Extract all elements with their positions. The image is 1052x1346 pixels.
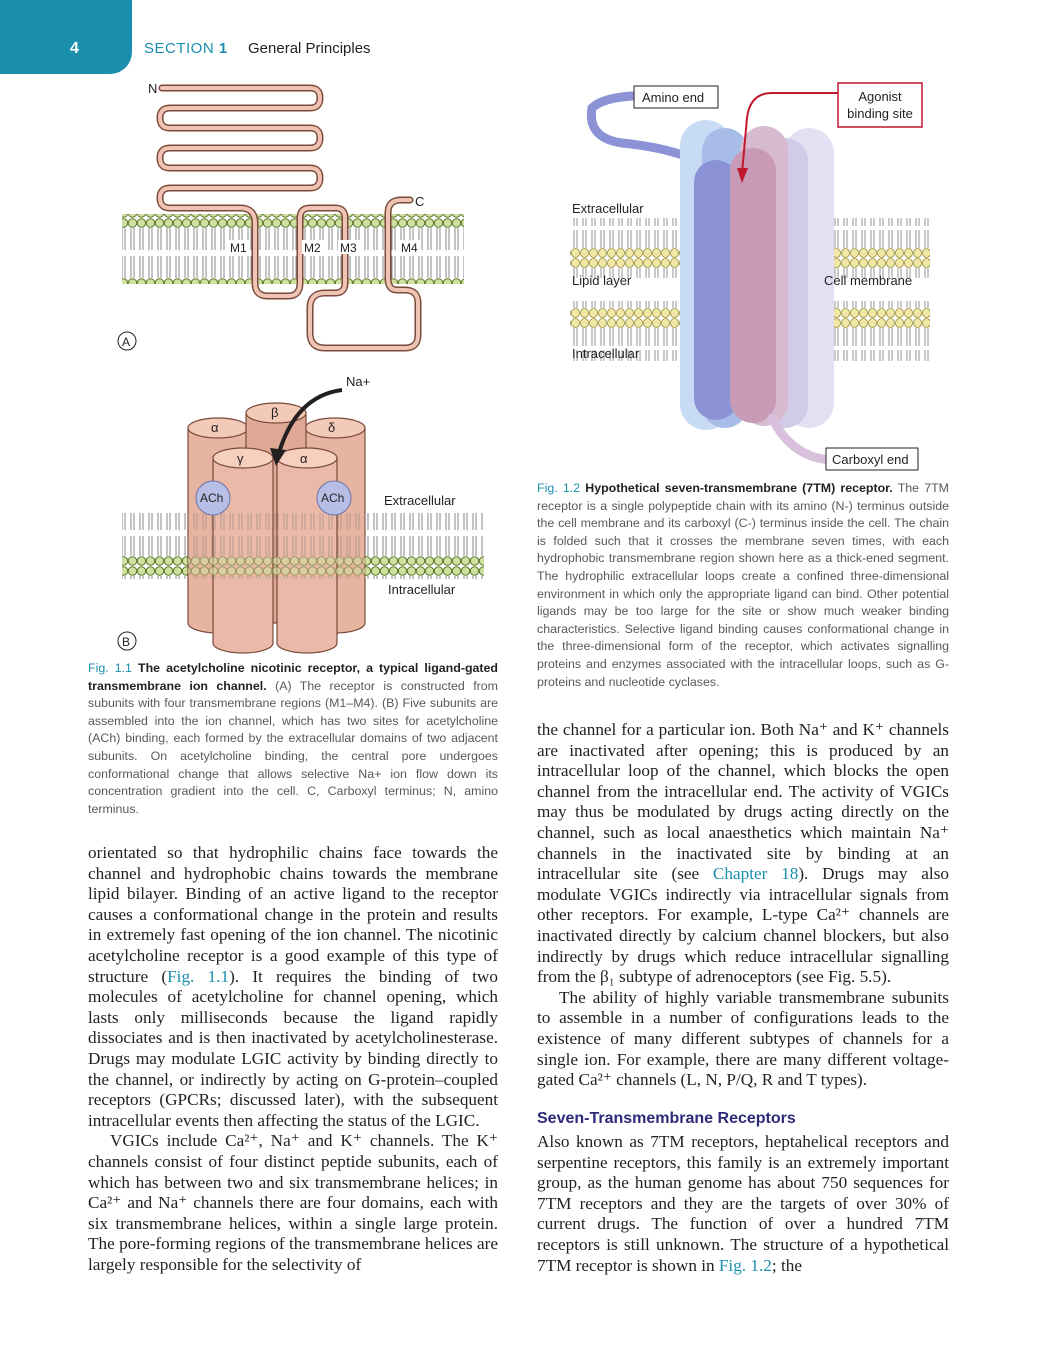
segment-label-m3: M3 (340, 241, 357, 255)
text-span: the channel for a particular ion. Both Na⁺ and K⁺ channels are inactivated after opening; this is produced by an intracellular loop of the channel, which blocks the open channel from the intracellular end. The activity of VGICs may thus be modulated by drugs acting directly on the channel, such as local anaesthetics which maintain Na⁺ channels in the inactivated site by binding at an intracellular site (see (537, 720, 949, 884)
intracellular-label: Intracellular (388, 582, 456, 597)
ach-site-1: ACh (200, 491, 224, 505)
panel-b-label: B (122, 635, 131, 649)
text-span: ; the (771, 1255, 802, 1275)
panel-a-label: A (122, 335, 131, 349)
fig-1-1-link[interactable]: Fig. 1.1 (167, 966, 230, 986)
text-span: Also known as 7TM receptors, heptahelical receptors and serpentine receptors, this family is an extremely important group, as the human genome has about 750 sequences for 7TM receptors and they are the targets of over 30% of current drugs. The function of over a hundred 7TM receptors is still unknown. The structure of a hypothetical 7TM receptor is shown in (537, 1132, 949, 1275)
section-label (144, 40, 228, 57)
c-terminus-label: C (415, 194, 425, 209)
subunit-alpha-2: α (300, 451, 308, 466)
subunit-delta: δ (328, 420, 336, 435)
svg-text:binding site: binding site (847, 106, 913, 121)
extracellular-label: Extracellular (572, 201, 644, 216)
text-span: ). Drugs may also modulate VGICs indirectly via intracellular signals from other receptors. For example, L-type Ca²⁺ channels are inactivated directly by calcium channel blockers, but also indirectly by drugs which reduce intracellular signalling from the β₁ subtype of adrenoceptors (see Fig. 5.5). (537, 864, 949, 987)
fig-1-2-link[interactable]: Fig. 1.2 (718, 1255, 772, 1275)
caption-number: Fig. 1.2 (537, 481, 581, 495)
section-subheading: Seven-Transmembrane Receptors (537, 1110, 796, 1127)
figure-1-1-panel-b (110, 368, 500, 658)
paragraph (537, 720, 949, 988)
caption-number: Fig. 1.1 (88, 661, 132, 675)
figure-1-1-caption (88, 660, 498, 818)
figure-1-2-caption (537, 480, 949, 691)
right-column (537, 720, 949, 1091)
ach-site-2: ACh (321, 491, 345, 505)
subunit-gamma: γ (237, 451, 244, 466)
text-span: orientated so that hydrophilic chains face towards the channel and hydrophobic chains towards the membrane lipid bilayer. Binding of an active ligand to the receptor causes a conformational change in the protein and results in extremely fast opening of the ion channel. The nicotinic acetylcholine receptor is a good example of this type of structure ( (88, 843, 498, 986)
extracellular-label: Extracellular (384, 493, 456, 508)
section-number: 1 (218, 40, 228, 57)
cell-membrane-label: Cell membrane (824, 273, 913, 288)
right-column-continued (537, 1132, 949, 1276)
chapter-18-link[interactable]: Chapter 18 (712, 864, 799, 884)
section-title: General Principles (248, 40, 371, 57)
page-number: 4 (70, 40, 79, 57)
section-word: SECTION (144, 40, 215, 57)
segment-label-m2: M2 (304, 241, 321, 255)
carboxyl-end-label: Carboxyl end (832, 452, 909, 467)
paragraph: VGICs include Ca²⁺, Na⁺ and K⁺ channels. The K⁺ channels consist of four distinct peptide subunits, each of which has between two and six transmembrane helices; in Ca²⁺ and Na⁺ channels there are four domains, each with six transmembrane helices, within a single large protein. The pore-forming regions of the transmembrane helices are largely responsible for the selectivity of (88, 1131, 498, 1274)
subunit-beta: β (271, 405, 279, 420)
amino-end-label: Amino end (642, 90, 705, 105)
intracellular-label: Intracellular (572, 346, 640, 361)
caption-text: The 7TM receptor is a single polypeptide chain with its amino (N-) terminus outside the cell membrane and its carboxyl (C-) terminus inside the cell. The chain is folded such that it crosses the membrane seven times, with each hydrophobic transmembrane region shown here as a thick-ened segment. The hydrophilic extracellular loops create a confined three-dimensional environment in which only the appropriate ligand can bind. Other potential ligands may be too large for the site or show much weaker binding characteristics. Selective ligand binding causes conformational change in the three-dimensional form of the receptor, which activates signalling proteins and enzymes associated with the intracellular loops, such as G-proteins and nucleotide cyclases. (537, 481, 949, 689)
svg-text:Agonist: Agonist (858, 89, 902, 104)
caption-title: Hypothetical seven-transmembrane (7TM) receptor. (585, 481, 893, 495)
na-ion-label: Na+ (346, 374, 371, 389)
section-tab (0, 0, 132, 74)
paragraph: The ability of highly variable transmembrane subunits to assemble in a number of configurations leads to the existence of many different subtypes of channels for a single ion. For example, there are many different voltage-gated Ca²⁺ channels (L, N, P/Q, R and T types). (537, 987, 949, 1090)
n-terminus-label: N (148, 81, 158, 96)
paragraph (537, 1132, 949, 1276)
figure-1-1-panel-a (110, 78, 490, 358)
caption-text: (A) The receptor is constructed from subunits with four transmembrane regions (M1–M4). (B) Five subunits are assembled into the ion channel, which has two sites for acetylcholine (ACh) binding, each formed by the extracellular domains of two adjacent subunits. On acetylcholine binding, the central pore undergoes conformational change that allows selective Na+ ion flow down its concentration gradient into the cell. C, Carboxyl terminus; N, amino terminus. (88, 678, 498, 816)
lipid-layer-label: Lipid layer (572, 273, 632, 288)
left-column (88, 843, 498, 1275)
segment-label-m1: M1 (230, 241, 247, 255)
segment-label-m4: M4 (401, 241, 418, 255)
caption-title: The acetylcholine nicotinic receptor, a typical ligand-gated transmembrane ion channel. (88, 661, 498, 693)
subunit-alpha-1: α (211, 420, 219, 435)
text-span: ). It requires the binding of two molecules of acetylcholine for channel opening, which lasts only milliseconds because the ligand rapidly dissociates and is then inactivated by acetylcholinesterase. Drugs may modulate LGIC activity by binding directly to the channel, or indirectly by acting on G-protein–coupled receptors (GPCRs; discussed later), with the subsequent intracellular events then affecting the status of the LGIC. (88, 966, 498, 1130)
paragraph (88, 843, 498, 1131)
figure-1-2 (562, 78, 942, 478)
